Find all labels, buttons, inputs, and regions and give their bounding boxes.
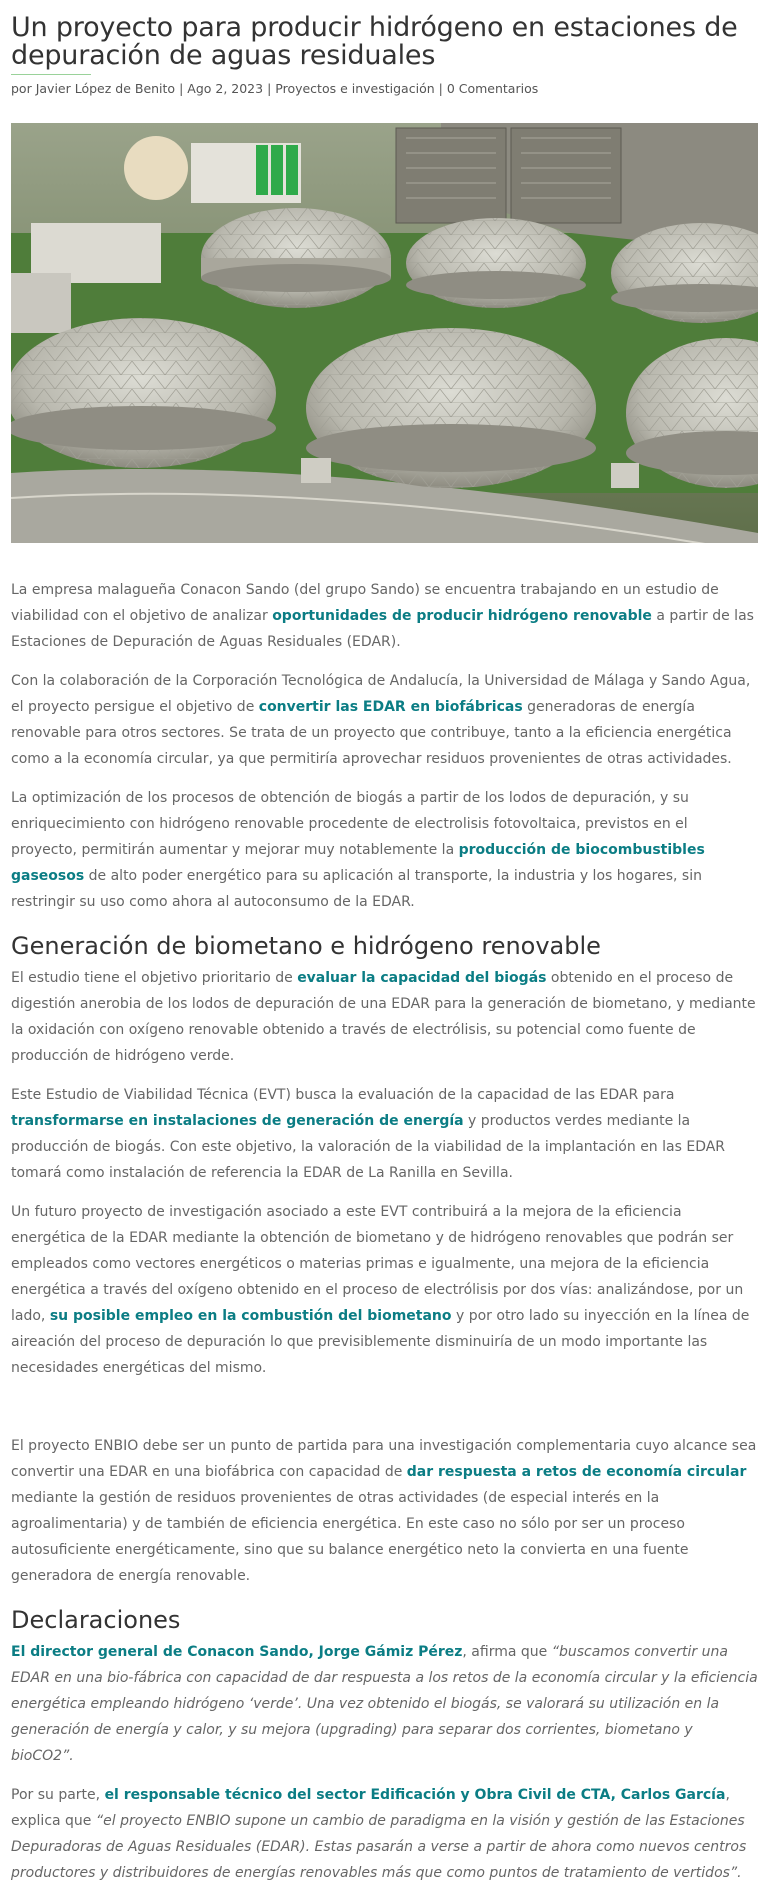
paragraph-text: Con la colaboración de la Corporación Tecnológica de Andalucía, la Universidad de Málaga y Sando Agua, el proyecto persigue el objetivo de: [11, 673, 751, 715]
post-date: Ago 2, 2023: [187, 81, 264, 96]
paragraph: [11, 577, 758, 655]
paragraph-text: El proyecto ENBIO debe ser un punto de partida para una investigación complementaria cuyo alcance sea convertir una EDAR en una biofábrica con capacidad de: [11, 1438, 757, 1480]
inline-link[interactable]: dar respuesta a retos de economía circular: [406, 1464, 747, 1480]
paragraph-text: obtenido en el proceso de digestión anerobia de los lodos de depuración de una EDAR para la generación de biometano, y mediante la oxidación con oxígeno renovable obtenido a través de electrólisis, su potencial como fuente de producción de hidrógeno verde.: [11, 970, 756, 1064]
inline-link[interactable]: el responsable técnico del sector Edificación y Obra Civil de CTA, Carlos García: [104, 1787, 726, 1803]
paragraph-text: y por otro lado su inyección en la línea de aireación del proceso de depuración lo que previsiblemente disminuiría de un modo importante las necesidades energéticas del mismo.: [11, 1308, 750, 1376]
article: [11, 0, 758, 1899]
paragraph-text: , afirma que: [462, 1644, 552, 1660]
inline-link[interactable]: convertir las EDAR en biofábricas: [258, 699, 523, 715]
paragraph-text: La empresa malagueña Conacon Sando (del grupo Sando) se encuentra trabajando en un estudio de viabilidad con el objetivo de analizar: [11, 582, 719, 624]
inline-link[interactable]: oportunidades de producir hidrógeno renovable: [272, 608, 652, 624]
paragraph-text: y productos verdes mediante la producción de biogás. Con este objetivo, la valoración de la viabilidad de la implantación en las EDAR tomará como instalación de referencia la EDAR de La Ranilla en Sevilla.: [11, 1113, 726, 1181]
title-underline: [11, 74, 91, 75]
paragraph-text: Por su parte,: [11, 1787, 105, 1803]
inline-link[interactable]: su posible empleo en la combustión del biometano: [49, 1308, 452, 1324]
paragraph-text: mediante la gestión de residuos provenientes de otras actividades (de especial interés en la agroalimentaria) y de también de eficiencia energética. En este caso no sólo por ser un proceso autosuficiente energéticamente, sino que su balance energético neto la convierta en una fuente generadora de energía renovable.: [11, 1490, 689, 1584]
category-link[interactable]: Proyectos e investigación: [275, 81, 435, 96]
inline-link[interactable]: producción de biocombustibles gaseosos: [11, 842, 705, 884]
page-title: Un proyecto para producir hidrógeno en estaciones de depuración de aguas residuales: [11, 12, 738, 71]
quote-text: “el proyecto ENBIO supone un cambio de paradigma en la visión y gestión de las Estaciones Depuradoras de Aguas Residuales (EDAR). Estas pasarán a verse a partir de ahora como nuevos centros productores y distribuidores de energías renovables más que como puntos de tratamiento de vertidos”.: [11, 1813, 747, 1881]
quote-text: “buscamos convertir una EDAR en una bio-fábrica con capacidad de dar respuesta a los retos de la economía circular y la eficiencia energética empleando hidrógeno ‘verde’. Una vez obtenido el biogás, se valorará su utilización en la generación de energía y calor, y su mejora (upgrading) para separar dos corrientes, biometano y bioCO2”.: [11, 1644, 758, 1764]
spacer: [11, 1394, 758, 1433]
wastewater-plant-aerial-image: [11, 123, 758, 543]
paragraph: [11, 1782, 758, 1886]
paragraph-text: Este Estudio de Viabilidad Técnica (EVT) busca la evaluación de la capacidad de las EDAR para: [11, 1087, 675, 1103]
paragraph-text: La optimización de los procesos de obtención de biogás a partir de los lodos de depuración, y su enriquecimiento con hidrógeno renovable procedente de electrolisis fotovoltaica, previstos en el proyecto, permitirán aumentar y mejorar muy notablemente la: [11, 790, 689, 858]
post-meta: [11, 81, 758, 101]
meta-prefix: por: [11, 81, 36, 96]
meta-separator: |: [434, 81, 447, 96]
paragraph: [11, 1639, 758, 1769]
paragraph-text: , explica que: [11, 1787, 730, 1829]
inline-link[interactable]: evaluar la capacidad del biogás: [297, 970, 547, 986]
meta-separator: |: [263, 81, 276, 96]
paragraph: [11, 785, 758, 915]
paragraph: [11, 1199, 758, 1381]
author-link[interactable]: Javier López de Benito: [35, 81, 176, 96]
section-heading: Generación de biometano e hidrógeno renovable: [11, 932, 601, 960]
paragraph-text: Un futuro proyecto de investigación asociado a este EVT contribuirá a la mejora de la eficiencia energética de la EDAR mediante la obtención de biometano y de hidrógeno renovables que podrán ser empleados como vectores energéticos o materias primas e igualmente, una mejora de la eficiencia energética a través del oxígeno obtenido en el proceso de electrólisis por dos vías: analizándose, por un lado,: [11, 1204, 744, 1324]
featured-image: [11, 123, 758, 543]
meta-separator: |: [175, 81, 188, 96]
inline-link[interactable]: transformarse en instalaciones de generación de energía: [11, 1113, 464, 1129]
comments-link[interactable]: 0 Comentarios: [446, 81, 539, 96]
paragraph: [11, 1433, 758, 1589]
paragraph-text: a partir de las Estaciones de Depuración de Aguas Residuales (EDAR).: [11, 608, 754, 650]
paragraph-text: generadoras de energía renovable para otros sectores. Se trata de un proyecto que contribuye, tanto a la eficiencia energética como a la economía circular, ya que permitiría aprovechar residuos provenientes de otras actividades.: [11, 699, 732, 767]
section-heading: Declaraciones: [11, 1606, 181, 1634]
paragraph: [11, 965, 758, 1069]
paragraph: [11, 668, 758, 772]
paragraph-text: El estudio tiene el objetivo prioritario de: [11, 970, 298, 986]
paragraph: [11, 1082, 758, 1186]
paragraph-text: de alto poder energético para su aplicación al transporte, la industria y los hogares, sin restringir su uso como ahora al autoconsumo de la EDAR.: [11, 868, 702, 910]
inline-link[interactable]: El director general de Conacon Sando, Jorge Gámiz Pérez: [11, 1644, 463, 1660]
